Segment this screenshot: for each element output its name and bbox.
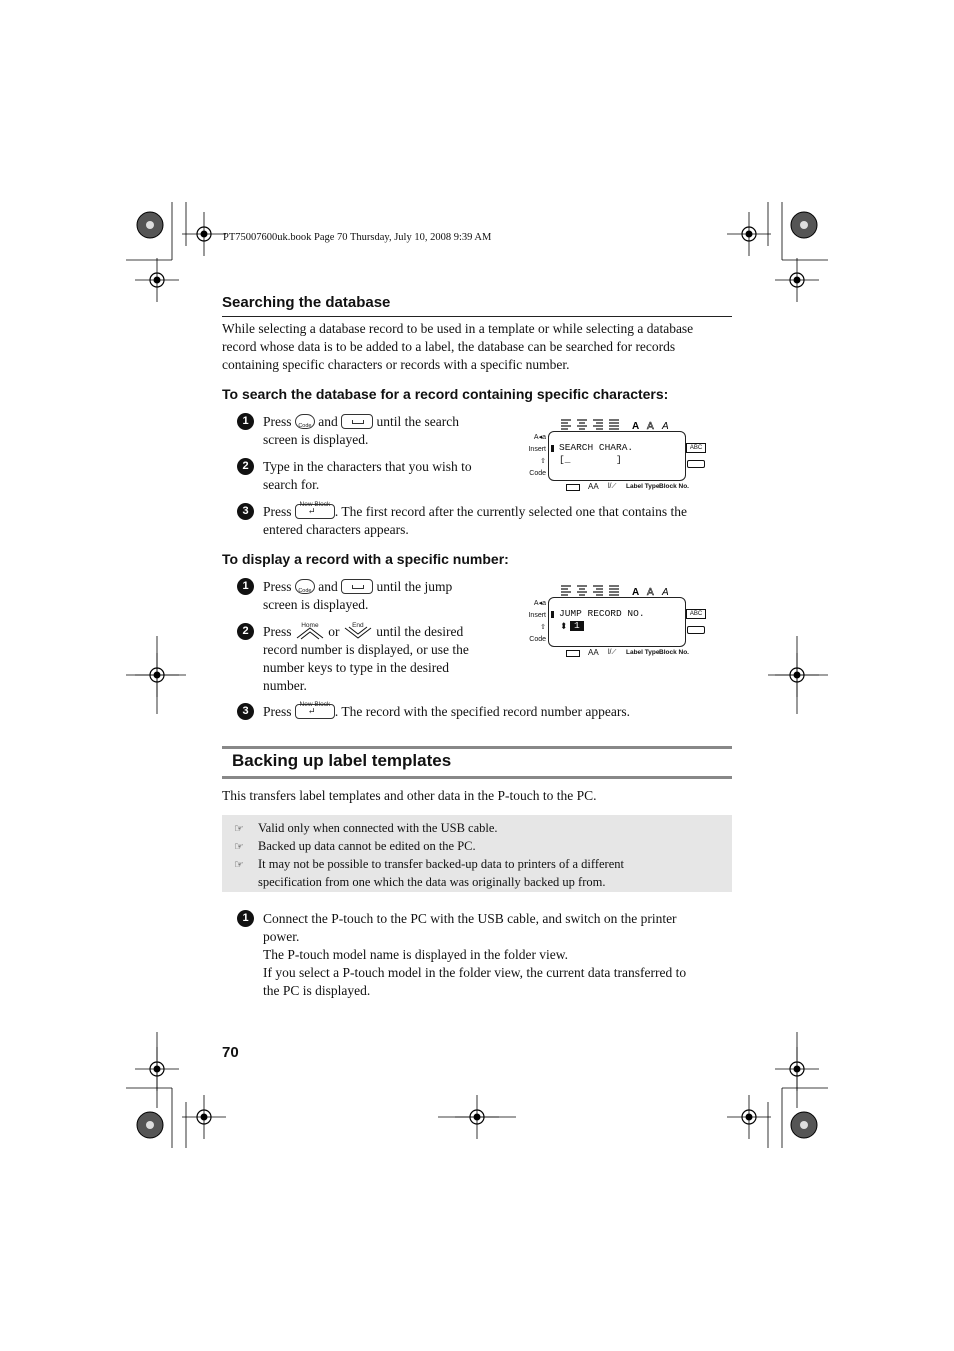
- space-key-icon: [341, 414, 373, 429]
- svg-text:A: A: [632, 421, 640, 430]
- step-text: Press New Block ↵ . The first record after the currently selected one that contains the entered characters appears.: [263, 501, 687, 537]
- section-bar-top: [222, 746, 732, 749]
- step-number: 3: [237, 703, 254, 720]
- lcd-label-type: Label Type: [626, 483, 660, 490]
- section-rule: [222, 316, 732, 317]
- lcd-tape-icon: [687, 460, 705, 468]
- step-text: Type in the characters that you wish to search for.: [263, 459, 472, 492]
- step-text: Press Code and until the search screen is displayed.: [263, 414, 459, 447]
- section-bar-bottom: [222, 776, 732, 779]
- lcd-width-icon: l/⟋: [608, 483, 617, 490]
- step-number: 2: [237, 623, 254, 640]
- lcd-abc-indicator: ABC: [686, 443, 706, 453]
- pointing-hand-icon: ☞: [234, 823, 244, 835]
- page-number: 70: [222, 1044, 239, 1061]
- end-down-key-icon: End: [343, 626, 373, 640]
- lcd-label-type: Label Type: [626, 649, 660, 656]
- section-intro: This transfers label templates and other data in the P-touch to the PC.: [222, 788, 597, 803]
- notes-box: ☞ Valid only when connected with the USB cable. ☞ Backed up data cannot be edited on the PC. ☞ It may not be possible to transfer backed-up data to printers of a different specification from one which the data was originally backed up from.: [222, 815, 732, 892]
- lcd-search-screen: [522, 416, 712, 492]
- lcd-left-indicators: A◂a Insert ⇧ Code: [528, 600, 546, 643]
- enter-key-icon: New Block ↵: [295, 704, 335, 719]
- svg-text:A: A: [662, 421, 669, 430]
- home-up-key-icon: Home: [295, 626, 325, 640]
- pointing-hand-icon: ☞: [234, 841, 244, 853]
- lcd-block-no: Block No.: [659, 483, 689, 490]
- step-text: Connect the P-touch to the PC with the USB cable, and switch on the printer power. The P-touch model name is displayed in the folder view. If you select a P-touch model in the folder view, the current data transferred to the PC is displayed.: [263, 911, 687, 998]
- svg-text:A: A: [647, 421, 654, 430]
- step-number: 3: [237, 503, 254, 520]
- section-intro: While selecting a database record to be used in a template or while selecting a database record whose data is to be added to a label, the database can be searched for records containing specific characters or records with a specific number.: [222, 321, 694, 372]
- code-key-icon: Code: [295, 414, 315, 429]
- lcd-length-icon: [566, 650, 580, 657]
- lcd-alignment-icons: [560, 418, 710, 430]
- subsection-title-search-chars: To search the database for a record containing specific characters:: [222, 386, 669, 402]
- svg-text:A: A: [662, 587, 669, 596]
- lcd-alignment-icons: [560, 584, 710, 596]
- step-number: 2: [237, 458, 254, 475]
- lcd-block-no: Block No.: [659, 649, 689, 656]
- lcd-size-indicator: AA: [588, 648, 599, 657]
- section-title-searching: Searching the database: [222, 294, 391, 311]
- lcd-display: SEARCH CHARA. [_ ]: [548, 431, 686, 481]
- svg-text:A: A: [647, 587, 654, 596]
- step-text: Press New Block ↵ . The record with the specified record number appears.: [263, 701, 631, 719]
- lcd-left-indicators: A◂a Insert ⇧ Code: [528, 434, 546, 477]
- step-number: 1: [237, 413, 254, 430]
- up-down-arrows-icon: ⬍: [560, 621, 568, 631]
- lcd-size-indicator: AA: [588, 482, 599, 491]
- pointing-hand-icon: ☞: [234, 859, 244, 871]
- step-number: 1: [237, 910, 254, 927]
- step-text: Press Home or End until the desired record number is displayed, or use the number keys to type in the desired number.: [263, 621, 469, 693]
- section-title-backing-up: Backing up label templates: [232, 751, 452, 770]
- subsection-title-specific-number: To display a record with a specific number:: [222, 551, 509, 567]
- lcd-display: JUMP RECORD NO. ⬍ 1: [548, 597, 686, 647]
- step-text: Press Code and until the jump screen is displayed.: [263, 579, 453, 612]
- lcd-length-icon: [566, 484, 580, 491]
- step-number: 1: [237, 578, 254, 595]
- lcd-abc-indicator: ABC: [686, 609, 706, 619]
- record-number-value: 1: [570, 621, 584, 631]
- enter-key-icon: New Block ↵: [295, 504, 335, 519]
- lcd-tape-icon: [687, 626, 705, 634]
- book-file-header: PT75007600uk.book Page 70 Thursday, July 10, 2008 9:39 AM: [223, 232, 492, 243]
- svg-text:A: A: [632, 587, 640, 596]
- lcd-jump-screen: [522, 582, 712, 658]
- code-key-icon: Code: [295, 579, 315, 594]
- space-key-icon: [341, 579, 373, 594]
- lcd-width-icon: l/⟋: [608, 649, 617, 656]
